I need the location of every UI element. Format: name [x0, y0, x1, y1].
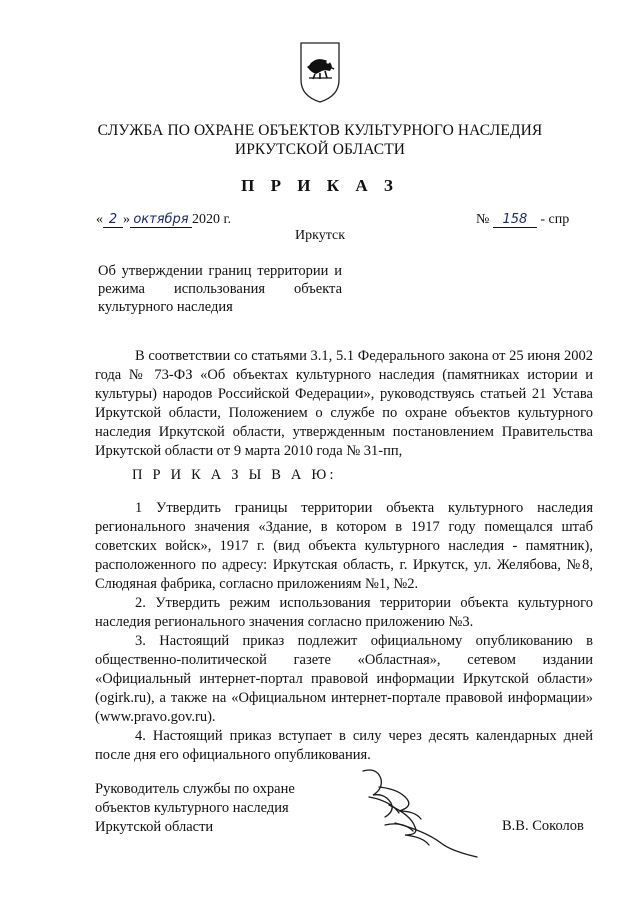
subject-line-3: культурного наследия — [98, 299, 233, 315]
number-sign: № — [476, 212, 490, 227]
signatory-position-line-2: объектов культурного наследия — [95, 800, 289, 816]
decree-items — [95, 499, 593, 765]
preamble-text: В соответствии со статьями 3.1, 5.1 Федерального закона от 25 июня 2002 года № 73-ФЗ «Об объектах культурного наследия (памятниках истории и культуры) народов Российской Федерации», руководствуясь статьей 21 Устава Иркутской области, Положением о службе по охране объектов культурного наследия Иркутской области, утвержденным постановлением Правительства Иркутской области от 9 марта 2010 года № 31-пп, — [95, 348, 593, 459]
signatory-position-line-1: Руководитель службы по охране — [95, 781, 295, 797]
document-date — [96, 212, 231, 228]
preamble-paragraph — [95, 347, 593, 461]
signatory-position-line-3: Иркутской области — [95, 819, 214, 835]
signatory-name: В.В. Соколов — [502, 818, 584, 834]
date-open-quote: « — [96, 212, 103, 227]
document-title: П Р И К А З — [241, 176, 399, 195]
date-day: 2 — [103, 213, 123, 228]
document-city: Иркутск — [294, 228, 346, 243]
decree-heading: П Р И К А З Ы В А Ю: — [132, 467, 337, 483]
document-subject — [98, 262, 342, 316]
decree-item-4: 4. Настоящий приказ вступает в силу через десять календарных дней после дня его официального опубликования. — [95, 728, 593, 763]
subject-line-1: Об утверждении границ территории и — [98, 263, 342, 279]
subject-line-2: режима использования объекта — [98, 281, 342, 297]
decree-item-3: 3. Настоящий приказ подлежит официальному опубликованию в общественно-политической газете «Областная», сетевом издании «Официальный интернет-портал правовой информации Иркутской области» (ogirk.ru), а также на «Официальном интернет-портале правовой информации» (www.pravo.gov.ru). — [95, 633, 593, 725]
date-year: 2020 г. — [192, 212, 232, 227]
number-suffix: - спр — [540, 212, 570, 227]
decree-item-1: 1 Утвердить границы территории объекта культурного наследия регионального значения «Здание, в котором в 1917 году помещался штаб советских войск», 1917 г. (вид объекта культурного наследия - памятник), расположенного по адресу: Иркутская область, г. Иркутск, ул. Желябова, №8, Слюдяная фабрика, согласно приложениям №1, №2. — [95, 500, 593, 592]
org-name-line-1: СЛУЖБА ПО ОХРАНЕ ОБЪЕКТОВ КУЛЬТУРНОГО НАСЛЕДИЯ — [97, 122, 543, 139]
number-value: 158 — [493, 213, 537, 228]
signatory-position — [95, 780, 295, 837]
irkutsk-coat-of-arms-icon — [298, 40, 342, 104]
date-close-quote: » — [123, 212, 130, 227]
org-name-line-2: ИРКУТСКОЙ ОБЛАСТИ — [234, 141, 406, 158]
handwritten-signature-icon — [355, 765, 485, 860]
date-month: октября — [130, 213, 192, 228]
document-number — [476, 212, 569, 228]
decree-item-2: 2. Утвердить режим использования территории объекта культурного наследия регионального значения согласно приложению №3. — [95, 595, 593, 630]
